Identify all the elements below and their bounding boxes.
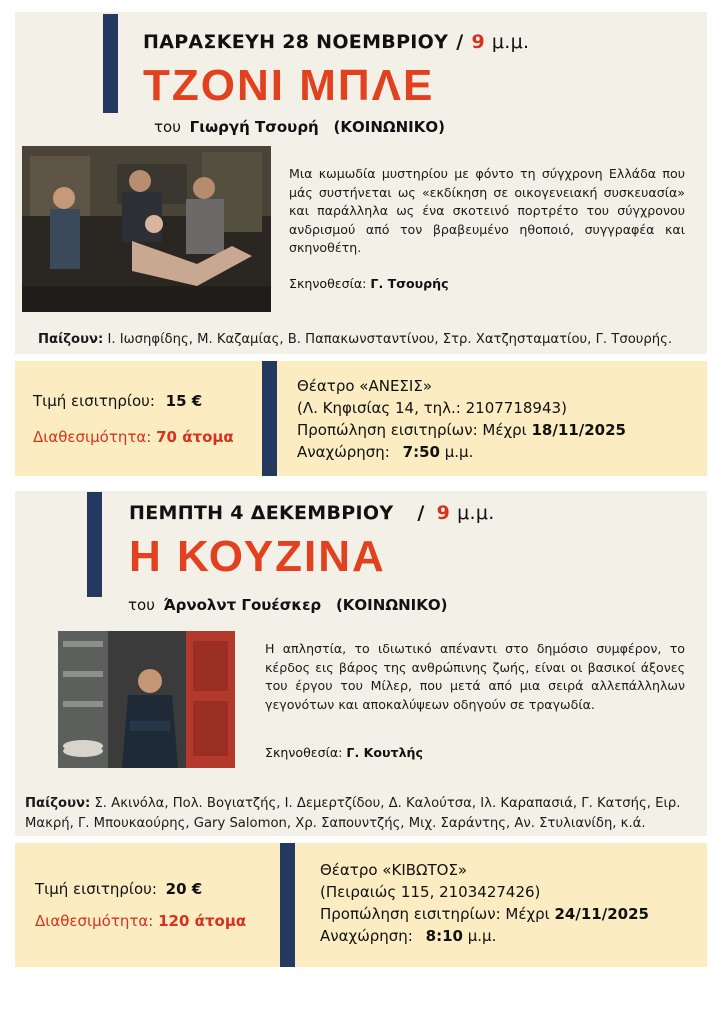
event-1-author-prefix: του [154, 118, 181, 136]
event-2-price-line [35, 880, 202, 898]
event-2-author-line [128, 596, 447, 614]
event-2-availability-line [35, 912, 246, 930]
event-2-author-prefix: του [128, 596, 155, 614]
event-1-ticket-bar [262, 361, 277, 476]
event-2-address: (Πειραιώς 115, 2103427426) [320, 883, 541, 901]
event-1-author: Γιωργή Τσουρή [189, 118, 319, 136]
event-2-departure [320, 925, 649, 947]
event-2-cast-photo [58, 631, 235, 768]
event-2-avail-label: Διαθεσιμότητα: [35, 912, 154, 930]
event-1-departure-label: Αναχώρηση: [297, 443, 390, 461]
event-1-price-label: Τιμή εισιτηρίου: [33, 392, 155, 410]
event-1-cast-label: Παίζουν: [38, 332, 104, 347]
event-2-departure-pm: μ.μ. [467, 927, 497, 945]
event-1-cast-photo [22, 146, 271, 312]
event-1-director-label: Σκηνοθεσία: [289, 276, 367, 291]
event-2-presale [320, 903, 649, 925]
event-1-date-text: ΠΑΡΑΣΚΕΥΗ 28 ΝΟΕΜΒΡΙΟΥ [143, 31, 449, 53]
event-1-availability-line [33, 428, 234, 446]
event-1-price: 15 € [165, 392, 203, 410]
event-2-presale-date: 24/11/2025 [554, 905, 649, 923]
event-1-avail-label: Διαθεσιμότητα: [33, 428, 152, 446]
event-2-slash: / [417, 502, 425, 524]
event-2-avail: 120 άτομα [158, 912, 247, 930]
event-1-genre: (ΚΟΙΝΩΝΙΚΟ) [333, 118, 445, 136]
event-1-date [143, 31, 529, 53]
event-2-title: Η ΚΟΥΖΙΝΑ [129, 532, 386, 581]
event-2-price: 20 € [165, 880, 203, 898]
event-2-departure-label: Αναχώρηση: [320, 927, 413, 945]
event-2-director-label: Σκηνοθεσία: [265, 745, 343, 760]
event-2-cast-label: Παίζουν: [25, 796, 91, 811]
event-1-venue-info [297, 375, 626, 463]
event-2-cast-list: Σ. Ακινόλα, Πολ. Βογιατζής, Ι. Δεμερτζίδου, Δ. Καλούτσα, Ιλ. Καραπασιά, Γ. Κατσής, Ειρ. Μακρή, Γ. Μπουκαούρης, Gary Salomon, Χρ. Σαπουντζής, Μιχ. Σαράντης, Αν. Στυλιανίδη, κ.ά. [25, 796, 681, 831]
event-1-departure-time: 7:50 [402, 443, 440, 461]
event-2-departure-time: 8:10 [425, 927, 463, 945]
event-2-venue-info [320, 859, 649, 947]
event-1-director-line [289, 276, 449, 291]
event-1-price-line [33, 392, 202, 410]
event-1-presale-label: Προπώληση εισιτηρίων: Μέχρι [297, 421, 527, 439]
event-2-presale-label: Προπώληση εισιτηρίων: Μέχρι [320, 905, 550, 923]
event-1-presale-date: 18/11/2025 [531, 421, 626, 439]
event-2-date-text: ΠΕΜΠΤΗ 4 ΔΕΚΕΜΒΡΙΟΥ [129, 502, 394, 524]
event-1-hour: 9 [471, 31, 485, 53]
event-2-description: Η απληστία, το ιδιωτικό απέναντι στο δημόσιο συμφέρον, το κέρδος εις βάρος της ανθρώπινης ζωής, είναι οι βασικοί άξονες του έργου του Μίλερ, που μετά από μια σειρά αλλεπάλληλων γεγονότων και αποκαλύψεων οδηγούν σε τραγωδία. [265, 641, 685, 712]
event-1-theatre: Θέατρο «ΑΝΕΣΙΣ» [297, 377, 432, 395]
event-1-address: (Λ. Κηφισίας 14, τηλ.: 2107718943) [297, 399, 567, 417]
event-2-title-bar [87, 492, 102, 597]
event-1-description: Μια κωμωδία μυστηρίου με φόντο τη σύγχρονη Ελλάδα που μάς συστήνεται ως «εκδίκηση σε οικογενειακή συσκευασία» και παράλληλα ως ένα σκοτεινό πορτρέτο του σύγχρονου ανδρισμού από τον βραβευμένο ηθοποιό, συγγραφέα και σκηνοθέτη. [289, 166, 685, 255]
event-1-avail: 70 άτομα [156, 428, 234, 446]
event-1-pm: μ.μ. [491, 31, 530, 53]
event-2-genre: (ΚΟΙΝΩΝΙΚΟ) [335, 596, 448, 614]
event-1-director: Γ. Τσουρής [370, 276, 449, 291]
event-1-cast [38, 330, 704, 350]
event-2-date [129, 502, 495, 524]
event-1-slash: / [456, 31, 464, 53]
event-1-presale [297, 419, 626, 441]
event-2-price-label: Τιμή εισιτηρίου: [35, 880, 157, 898]
event-1-cast-list: Ι. Ιωσηφίδης, Μ. Καζαμίας, Β. Παπακωνσταντίνου, Στρ. Χατζησταματίου, Γ. Τσουρής. [107, 332, 673, 347]
event-1-departure-pm: μ.μ. [444, 443, 474, 461]
event-2-pm: μ.μ. [457, 502, 495, 524]
event-2-theatre: Θέατρο «ΚΙΒΩΤΟΣ» [320, 861, 468, 879]
event-1-title: ΤΖΟΝΙ ΜΠΛΕ [143, 61, 435, 110]
event-2-ticket-bar [280, 843, 295, 967]
event-1-title-bar [103, 14, 118, 113]
event-1-departure [297, 441, 626, 463]
event-2-author: Άρνολντ Γουέσκερ [163, 596, 322, 614]
event-2-director-line [265, 745, 423, 760]
event-2-hour: 9 [436, 502, 451, 524]
event-2-director: Γ. Κουτλής [346, 745, 423, 760]
event-1-author-line [154, 118, 445, 136]
event-2-cast [25, 794, 701, 834]
